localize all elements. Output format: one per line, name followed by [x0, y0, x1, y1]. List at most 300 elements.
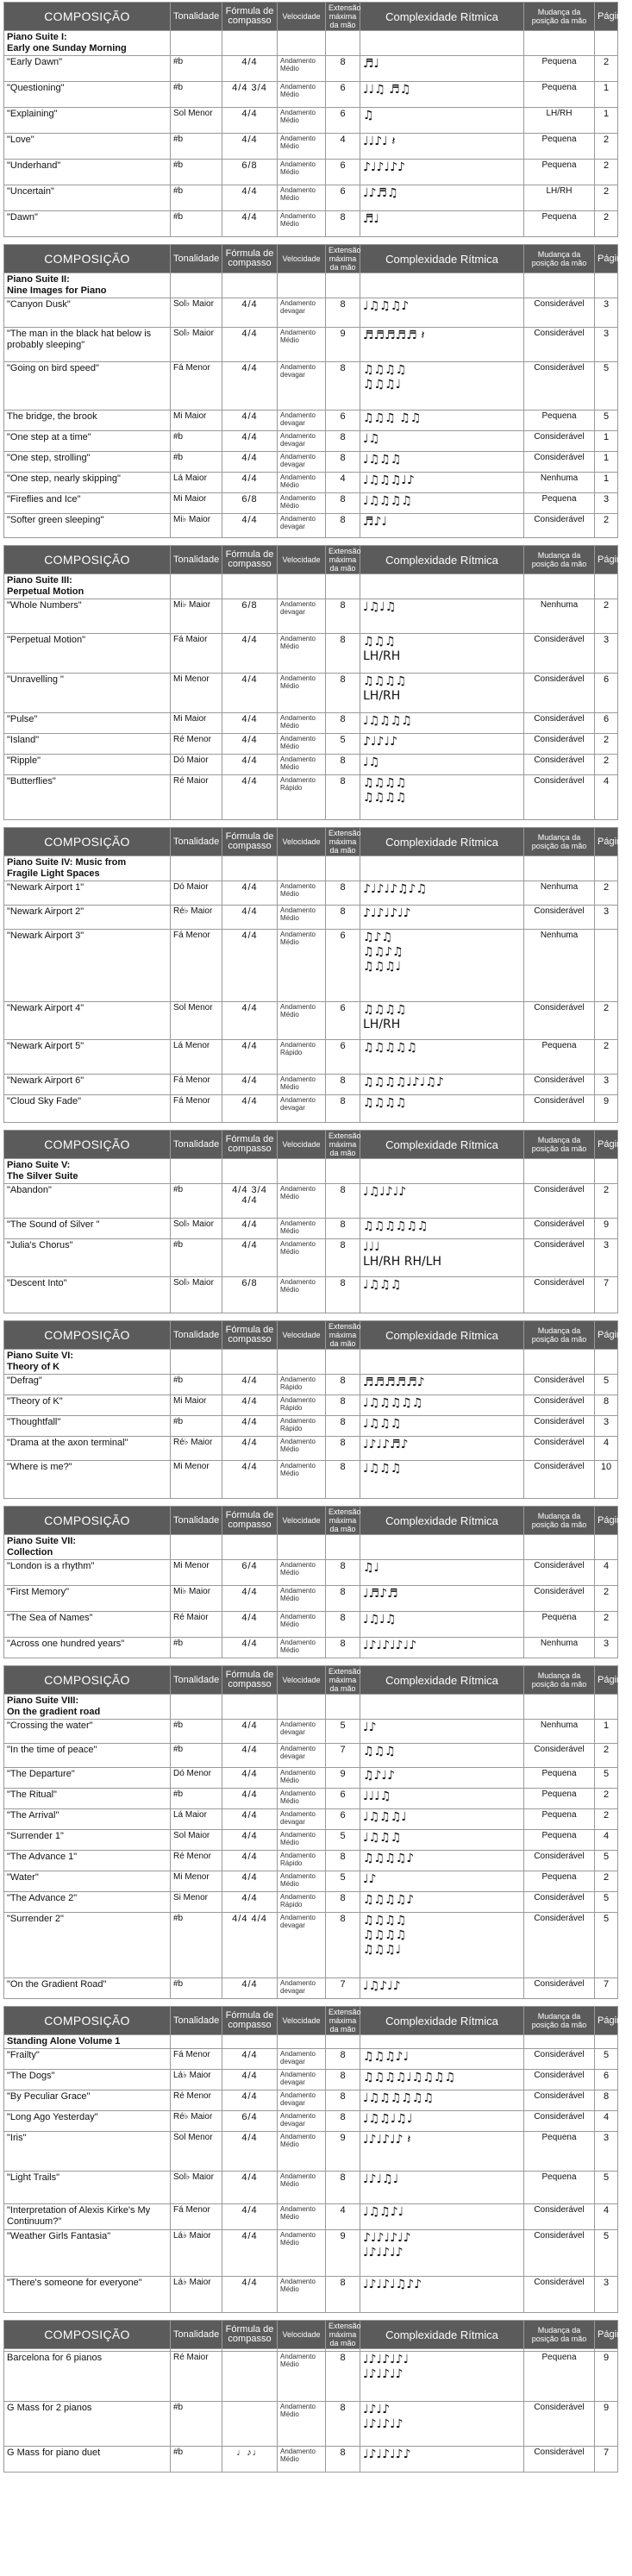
tonality-cell: Dó Menor — [171, 1768, 222, 1789]
time-signature-cell: 6/8 — [222, 160, 278, 185]
time-signature-cell: 4/4 — [222, 134, 278, 160]
composition-cell: "Going on bird speed" — [4, 362, 171, 411]
tonality-cell: Si Menor — [171, 1892, 222, 1913]
composition-cell: "There's someone for everyone" — [4, 2277, 171, 2313]
time-signature-cell: 4/4 — [222, 713, 278, 734]
tonality-cell: Mi Maior — [171, 411, 222, 431]
position-change-cell: Considerável — [524, 1437, 595, 1461]
velocity-cell: Andamento Médio — [278, 211, 326, 237]
time-signature-cell: 4/4 — [222, 775, 278, 820]
composition-cell: "Long Ago Yesterday" — [4, 2111, 171, 2132]
composition-row — [4, 2204, 618, 2230]
position-change-cell: Pequena — [524, 1768, 595, 1789]
rhythm-cell: ♩♫♫♫♩♪ — [360, 473, 524, 493]
velocity-cell: Andamento Médio — [278, 328, 326, 362]
composition-row — [4, 1416, 618, 1437]
extension-cell: 4 — [326, 2204, 360, 2230]
composition-cell: "Drama at the axon terminal" — [4, 1437, 171, 1461]
header-position-change: Mudança da posição da mão — [524, 3, 595, 31]
composition-row — [4, 108, 618, 134]
extension-cell: 6 — [326, 185, 360, 211]
tonality-cell: #b — [171, 2402, 222, 2447]
header-velocity: Velocidade — [278, 3, 326, 31]
velocity-cell: Andamento Médio — [278, 755, 326, 775]
composition-cell: "Frailty" — [4, 2049, 171, 2070]
position-change-cell: Considerável — [524, 1277, 595, 1313]
velocity-cell: Andamento devagar — [278, 1978, 326, 1999]
header-pages: Páginas — [595, 2007, 618, 2035]
extension-cell: 8 — [326, 1095, 360, 1123]
pages-cell: 8 — [595, 2090, 618, 2111]
extension-cell: 8 — [326, 298, 360, 328]
tonality-cell: Ré Maior — [171, 775, 222, 820]
extension-cell: 8 — [326, 211, 360, 237]
section-gap — [3, 237, 617, 244]
extension-cell: 8 — [326, 2447, 360, 2473]
tonality-cell: Ré Maior — [171, 1612, 222, 1638]
rhythm-cell: ♩♫♪♩♪ — [360, 1978, 524, 1999]
header-tonality: Tonalidade — [171, 2321, 222, 2349]
time-signature-cell: 4/4 — [222, 514, 278, 538]
extension-cell: 8 — [326, 2111, 360, 2132]
composition-cell: "Ripple" — [4, 755, 171, 775]
time-signature-cell: 4/4 — [222, 1002, 278, 1040]
composition-row — [4, 431, 618, 452]
position-change-cell: Considerável — [524, 1184, 595, 1219]
extension-cell: 8 — [326, 362, 360, 411]
extension-cell: 8 — [326, 1913, 360, 1978]
velocity-cell: Andamento Médio — [278, 2204, 326, 2230]
velocity-cell: Andamento Médio — [278, 674, 326, 713]
velocity-cell: Andamento devagar — [278, 514, 326, 538]
tonality-cell: Mi Maior — [171, 493, 222, 514]
velocity-cell: Andamento Médio — [278, 1789, 326, 1809]
time-signature-cell: 4/4 — [222, 2277, 278, 2313]
pages-cell: 9 — [595, 1095, 618, 1123]
extension-cell: 8 — [326, 1239, 360, 1277]
composition-cell: "The Dogs" — [4, 2070, 171, 2090]
suite-section — [3, 244, 632, 538]
velocity-cell: Andamento Médio — [278, 2352, 326, 2402]
composition-cell: "Light Trails" — [4, 2172, 171, 2204]
header-rhythm: Complexidade Rítmica — [360, 1507, 524, 1535]
time-signature-cell: 4/4 — [222, 1978, 278, 1999]
position-change-cell: Nenhuma — [524, 473, 595, 493]
pages-cell: 2 — [595, 185, 618, 211]
pages-cell: 1 — [595, 108, 618, 134]
time-signature-cell: 4/4 — [222, 2049, 278, 2070]
pages-cell: 3 — [595, 1416, 618, 1437]
pages-cell: 2 — [595, 211, 618, 237]
header-composition: COMPOSIÇÃO — [4, 245, 171, 273]
pages-cell: 3 — [595, 906, 618, 930]
pages-cell: 3 — [595, 1239, 618, 1277]
position-change-cell: Considerável — [524, 2090, 595, 2111]
composition-cell: The bridge, the brook — [4, 411, 171, 431]
tonality-cell: Ré Menor — [171, 734, 222, 755]
time-signature-cell: 4/4 — [222, 1375, 278, 1395]
rhythm-cell: ♪♩♪♩♪♩♪ ♩♪♩♪♩♪ — [360, 2230, 524, 2277]
tonality-cell: Fá Menor — [171, 2204, 222, 2230]
header-tonality: Tonalidade — [171, 1321, 222, 1350]
composition-row — [4, 2111, 618, 2132]
time-signature-cell: 4/4 — [222, 2230, 278, 2277]
time-signature-cell: 4/4 — [222, 2090, 278, 2111]
pages-cell: 2 — [595, 134, 618, 160]
velocity-cell: Andamento devagar — [278, 411, 326, 431]
rhythm-cell: ♫♩ — [360, 1560, 524, 1586]
extension-cell: 9 — [326, 1768, 360, 1789]
pages-cell: 2 — [595, 514, 618, 538]
rhythm-cell: ♫♫♫ LH/RH — [360, 634, 524, 674]
tonality-cell: Mi Menor — [171, 1871, 222, 1892]
tonality-cell: Ré♭ Maior — [171, 1437, 222, 1461]
rhythm-cell: ♩♫♫♫ — [360, 1830, 524, 1851]
position-change-cell: Pequena — [524, 493, 595, 514]
composition-cell: "Theory of K" — [4, 1395, 171, 1416]
composition-cell: "One step, nearly skipping" — [4, 473, 171, 493]
composition-cell: "The Arrival" — [4, 1809, 171, 1830]
time-signature-cell: 4/4 — [222, 1892, 278, 1913]
header-rhythm: Complexidade Rítmica — [360, 546, 524, 574]
composition-row — [4, 1239, 618, 1277]
tonality-cell: #b — [171, 82, 222, 108]
composition-cell: "Interpretation of Alexis Kirke's My Continuum?" — [4, 2204, 171, 2230]
position-change-cell: Considerável — [524, 328, 595, 362]
tonality-cell: Sol♭ Maior — [171, 328, 222, 362]
extension-cell: 8 — [326, 1395, 360, 1416]
composition-row — [4, 493, 618, 514]
composition-row — [4, 2402, 618, 2447]
rhythm-cell: ♩♫♫♫ — [360, 1277, 524, 1313]
rhythm-cell: ♪♩♪♩♪ — [360, 734, 524, 755]
velocity-cell: Andamento devagar — [278, 298, 326, 328]
tonality-cell: Mi Menor — [171, 1461, 222, 1499]
header-composition: COMPOSIÇÃO — [4, 546, 171, 574]
extension-cell: 8 — [326, 2277, 360, 2313]
composition-row — [4, 1002, 618, 1040]
extension-cell: 8 — [326, 674, 360, 713]
tonality-cell: Lá♭ Maior — [171, 2230, 222, 2277]
composition-cell: "Where is me?" — [4, 1461, 171, 1499]
extension-cell: 8 — [326, 1437, 360, 1461]
time-signature-cell: 4/4 — [222, 328, 278, 362]
rhythm-cell: ♪♩♪♩♪♫♪♫ — [360, 881, 524, 906]
composition-row — [4, 2049, 618, 2070]
pages-cell: 5 — [595, 1851, 618, 1871]
header-rhythm: Complexidade Rítmica — [360, 245, 524, 273]
composition-cell: "London is a rhythm" — [4, 1560, 171, 1586]
pages-cell: 3 — [595, 298, 618, 328]
composition-row — [4, 211, 618, 237]
pages-cell: 2 — [595, 1040, 618, 1075]
extension-cell: 6 — [326, 1789, 360, 1809]
rhythm-cell: ♪♩♪♩♪♪ — [360, 160, 524, 185]
position-change-cell: Nenhuma — [524, 599, 595, 634]
time-signature-cell: 4/4 — [222, 473, 278, 493]
position-change-cell: Pequena — [524, 1809, 595, 1830]
time-signature-cell: 4/4 — [222, 1219, 278, 1239]
time-signature-cell: 4/4 — [222, 634, 278, 674]
tonality-cell: #b — [171, 1913, 222, 1978]
suite-title: Piano Suite III: Perpetual Motion — [4, 574, 171, 599]
composition-row — [4, 411, 618, 431]
velocity-cell: Andamento devagar — [278, 599, 326, 634]
header-composition: COMPOSIÇÃO — [4, 2321, 171, 2349]
velocity-cell: Andamento Médio — [278, 930, 326, 1002]
rhythm-cell: ♫♫♫♫♩♫♫♫♫ — [360, 2070, 524, 2090]
time-signature-cell: 6/8 — [222, 493, 278, 514]
header-velocity: Velocidade — [278, 245, 326, 273]
extension-cell: 8 — [326, 1586, 360, 1612]
suite-section — [3, 545, 632, 820]
pages-cell: 6 — [595, 713, 618, 734]
rhythm-cell: ♫♫♫♫ LH/RH — [360, 674, 524, 713]
tonality-cell: #b — [171, 1638, 222, 1658]
position-change-cell: Considerável — [524, 674, 595, 713]
tonality-cell: Sol Menor — [171, 108, 222, 134]
composition-row — [4, 1871, 618, 1892]
time-signature-cell: 4/4 — [222, 906, 278, 930]
tonality-cell: #b — [171, 2447, 222, 2473]
suite-title: Piano Suite VII: Collection — [4, 1535, 171, 1560]
header-position-change: Mudança da posição da mão — [524, 1321, 595, 1350]
suite-title-row — [4, 1350, 618, 1375]
tonality-cell: Fá Menor — [171, 2049, 222, 2070]
rhythm-cell: ♩♫♫♩♫♩ — [360, 2111, 524, 2132]
composition-cell: "Thoughtfall" — [4, 1416, 171, 1437]
header-time-signature: Fórmula de compasso — [222, 1666, 278, 1695]
tonality-cell: Ré Menor — [171, 1851, 222, 1871]
suite-section — [3, 827, 632, 1123]
pages-cell: 3 — [595, 2277, 618, 2313]
header-pages: Páginas — [595, 1666, 618, 1695]
rhythm-cell: ♫♫♫ — [360, 1744, 524, 1768]
composition-row — [4, 1040, 618, 1075]
composition-cell: "The Ritual" — [4, 1789, 171, 1809]
composition-cell: "Dawn" — [4, 211, 171, 237]
section-gap — [3, 1658, 617, 1665]
composition-row — [4, 930, 618, 1002]
time-signature-cell: 4/4 — [222, 1871, 278, 1892]
header-tonality: Tonalidade — [171, 1131, 222, 1159]
pages-cell: 5 — [595, 411, 618, 431]
composition-row — [4, 599, 618, 634]
rhythm-cell: ♩♫♫♫ — [360, 1416, 524, 1437]
header-composition: COMPOSIÇÃO — [4, 1666, 171, 1695]
rhythm-cell: ♩♫♩♫ — [360, 1612, 524, 1638]
rhythm-cell: ♫♫♫♫♪ — [360, 1851, 524, 1871]
position-change-cell: Pequena — [524, 411, 595, 431]
position-change-cell: Pequena — [524, 56, 595, 82]
rhythm-cell: ♫♫♫♫ ♫♫♫♫ — [360, 775, 524, 820]
tonality-cell: Mi Maior — [171, 1395, 222, 1416]
time-signature-cell: 4/4 — [222, 674, 278, 713]
composition-row — [4, 2230, 618, 2277]
composition-cell: "One step, strolling" — [4, 452, 171, 473]
pages-cell: 4 — [595, 2204, 618, 2230]
composition-row — [4, 1277, 618, 1313]
composition-cell: "Newark Airport 1" — [4, 881, 171, 906]
rhythm-cell: ♩♪♩♪♩♫♪♪ — [360, 2277, 524, 2313]
extension-cell: 6 — [326, 1809, 360, 1830]
composition-row — [4, 1830, 618, 1851]
composition-row — [4, 56, 618, 82]
velocity-cell: Andamento Rápido — [278, 1851, 326, 1871]
velocity-cell: Andamento devagar — [278, 1809, 326, 1830]
extension-cell: 9 — [326, 328, 360, 362]
repertoire-table — [3, 2, 632, 2479]
header-time-signature: Fórmula de compasso — [222, 546, 278, 574]
velocity-cell: Andamento devagar — [278, 2070, 326, 2090]
rhythm-cell: ♫♫♫♫♫♫ — [360, 1219, 524, 1239]
tonality-cell: Sol Menor — [171, 1002, 222, 1040]
extension-cell: 6 — [326, 1040, 360, 1075]
header-velocity: Velocidade — [278, 1507, 326, 1535]
time-signature-cell: 4/4 — [222, 1768, 278, 1789]
position-change-cell: Pequena — [524, 160, 595, 185]
rhythm-cell: ♫♫♫♫♫ — [360, 1040, 524, 1075]
velocity-cell: Andamento Médio — [278, 634, 326, 674]
composition-cell: "The Sea of Names" — [4, 1612, 171, 1638]
position-change-cell: Pequena — [524, 2132, 595, 2172]
velocity-cell: Andamento Médio — [278, 2230, 326, 2277]
time-signature-cell: 4/4 — [222, 1638, 278, 1658]
position-change-cell: Pequena — [524, 1871, 595, 1892]
suite-title: Standing Alone Volume 1 — [4, 2035, 171, 2049]
header-rhythm: Complexidade Rítmica — [360, 3, 524, 31]
time-signature-cell: 6/8 — [222, 599, 278, 634]
header-tonality: Tonalidade — [171, 1666, 222, 1695]
composition-row — [4, 1638, 618, 1658]
pages-cell: 2 — [595, 1002, 618, 1040]
extension-cell: 8 — [326, 2402, 360, 2447]
composition-row — [4, 452, 618, 473]
composition-cell: "Newark Airport 5" — [4, 1040, 171, 1075]
extension-cell: 8 — [326, 1461, 360, 1499]
velocity-cell: Andamento devagar — [278, 2049, 326, 2070]
suite-title: Piano Suite VIII: On the gradient road — [4, 1695, 171, 1720]
suite-title-row — [4, 856, 618, 881]
tonality-cell: #b — [171, 1184, 222, 1219]
pages-cell: 1 — [595, 452, 618, 473]
header-pages: Páginas — [595, 245, 618, 273]
position-change-cell: Considerável — [524, 1560, 595, 1586]
time-signature-cell: 4/4 — [222, 1437, 278, 1461]
pages-cell: 9 — [595, 2352, 618, 2402]
position-change-cell: Considerável — [524, 1239, 595, 1277]
time-signature-cell: 6/4 — [222, 2111, 278, 2132]
header-row — [4, 1321, 618, 1350]
composition-cell: G Mass for piano duet — [4, 2447, 171, 2473]
header-composition: COMPOSIÇÃO — [4, 2007, 171, 2035]
pages-cell: 2 — [595, 1612, 618, 1638]
pages-cell: 5 — [595, 1913, 618, 1978]
rhythm-cell: ♩♫♫♪♩ — [360, 2204, 524, 2230]
rhythm-cell: ♬♩ — [360, 211, 524, 237]
composition-row — [4, 906, 618, 930]
extension-cell: 8 — [326, 2090, 360, 2111]
header-position-change: Mudança da posição da mão — [524, 2007, 595, 2035]
section-gap — [3, 2313, 617, 2320]
velocity-cell: Andamento Médio — [278, 2132, 326, 2172]
extension-cell: 8 — [326, 56, 360, 82]
extension-cell: 8 — [326, 2172, 360, 2204]
pages-cell: 4 — [595, 1437, 618, 1461]
suite-section — [3, 2320, 632, 2473]
extension-cell: 4 — [326, 473, 360, 493]
rhythm-cell: ♩♩♩♫ — [360, 1789, 524, 1809]
tonality-cell: Sol♭ Maior — [171, 1277, 222, 1313]
composition-cell: "By Peculiar Grace" — [4, 2090, 171, 2111]
composition-cell: "Perpetual Motion" — [4, 634, 171, 674]
time-signature-cell: 4/4 — [222, 56, 278, 82]
time-signature-cell: 4/4 — [222, 452, 278, 473]
composition-cell: "Softer green sleeping" — [4, 514, 171, 538]
tonality-cell: Fá Menor — [171, 1095, 222, 1123]
composition-cell: "Whole Numbers" — [4, 599, 171, 634]
tonality-cell: Mi Menor — [171, 674, 222, 713]
suite-title-row — [4, 1535, 618, 1560]
pages-cell: 3 — [595, 2132, 618, 2172]
velocity-cell: Andamento Médio — [278, 1437, 326, 1461]
composition-cell: "Canyon Dusk" — [4, 298, 171, 328]
tonality-cell: Mi Maior — [171, 713, 222, 734]
velocity-cell: Andamento Médio — [278, 473, 326, 493]
extension-cell: 8 — [326, 599, 360, 634]
velocity-cell: Andamento Médio — [278, 1830, 326, 1851]
composition-row — [4, 514, 618, 538]
velocity-cell: Andamento Médio — [278, 1002, 326, 1040]
header-tonality: Tonalidade — [171, 1507, 222, 1535]
pages-cell: 3 — [595, 328, 618, 362]
header-position-change: Mudança da posição da mão — [524, 245, 595, 273]
composition-row — [4, 1437, 618, 1461]
pages-cell: 3 — [595, 634, 618, 674]
composition-cell: "Newark Airport 6" — [4, 1075, 171, 1095]
composition-cell: "Explaining" — [4, 108, 171, 134]
extension-cell: 8 — [326, 881, 360, 906]
pages-cell: 5 — [595, 1768, 618, 1789]
composition-cell: "Newark Airport 2" — [4, 906, 171, 930]
suite-title: Piano Suite VI: Theory of K — [4, 1350, 171, 1375]
position-change-cell: Considerável — [524, 1002, 595, 1040]
composition-row — [4, 362, 618, 411]
suite-section — [3, 2, 632, 237]
position-change-cell: Considerável — [524, 2230, 595, 2277]
position-change-cell: Considerável — [524, 431, 595, 452]
pages-cell: 4 — [595, 1560, 618, 1586]
header-row — [4, 1666, 618, 1695]
pages-cell: 5 — [595, 2049, 618, 2070]
rhythm-cell: ♩♪♩♫♩ — [360, 2172, 524, 2204]
rhythm-cell: ♬♩ — [360, 56, 524, 82]
composition-row — [4, 1851, 618, 1871]
rhythm-cell: ♫♫♫♪♩ — [360, 2049, 524, 2070]
pages-cell: 5 — [595, 2172, 618, 2204]
composition-row — [4, 160, 618, 185]
composition-row — [4, 1095, 618, 1123]
velocity-cell: Andamento Rápido — [278, 1395, 326, 1416]
pages-cell: 1 — [595, 431, 618, 452]
time-signature-cell: 4/4 — [222, 755, 278, 775]
time-signature-cell: 4/4 — [222, 1612, 278, 1638]
composition-row — [4, 2172, 618, 2204]
suite-section — [3, 1130, 632, 1313]
pages-cell: 2 — [595, 1184, 618, 1219]
extension-cell: 7 — [326, 1744, 360, 1768]
velocity-cell: Andamento Médio — [278, 1612, 326, 1638]
